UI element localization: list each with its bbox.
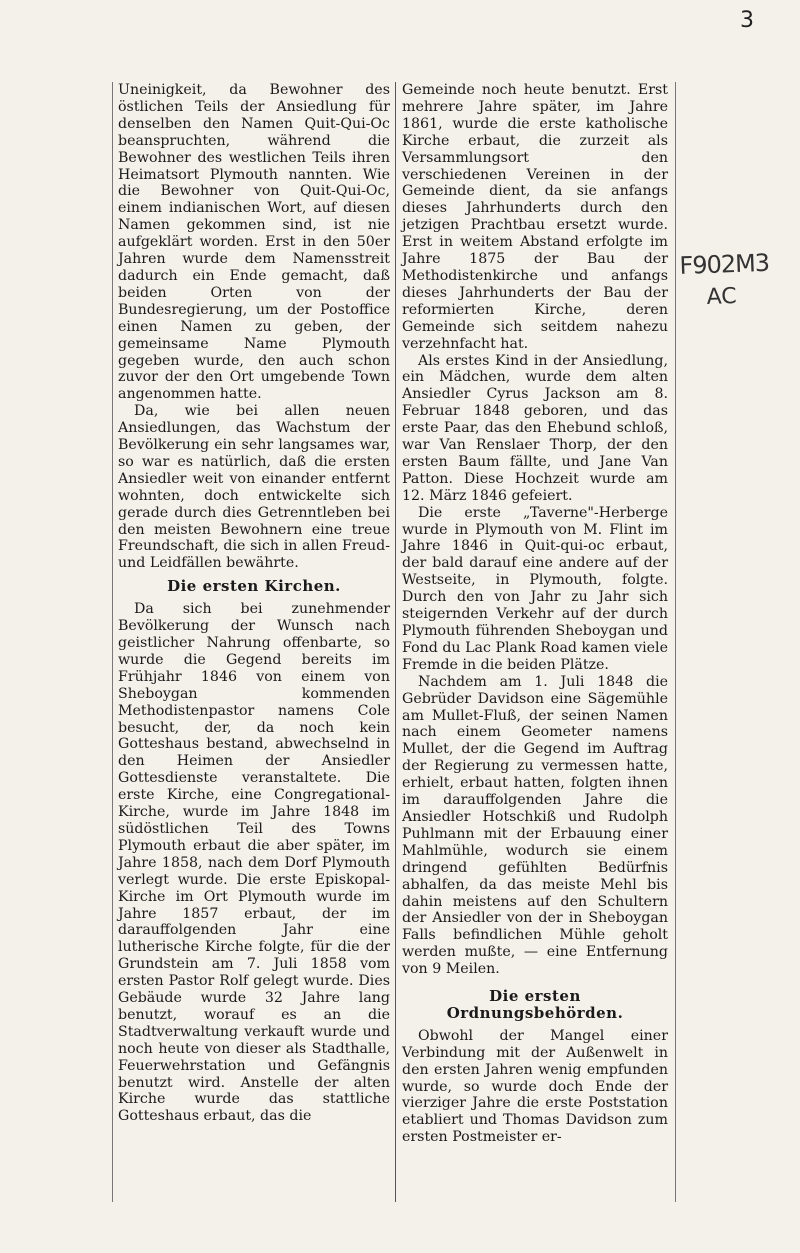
left-border-rule xyxy=(112,82,113,1202)
annotation-initials: AC xyxy=(706,283,738,310)
column-divider xyxy=(395,82,396,1202)
page-number: 3 xyxy=(740,8,754,33)
left-column xyxy=(118,82,390,1125)
paragraph: Da, wie bei allen neuen Ansiedlungen, das Wachstum der Bevölkerung ein sehr langsames war, so war es natürlich, daß die ersten Ansiedler weit von einander entfernt wohnten, doch entwickelte sich gerade durch dies Getrenntleben bei den meisten Bewohnern eine treue Freundschaft, die sich in allen Freud- und Leidfällen bewährte. xyxy=(118,403,390,572)
section-heading: Die ersten Kirchen. xyxy=(167,577,341,596)
handwritten-annotation xyxy=(679,248,791,311)
right-column xyxy=(402,82,668,1146)
section-heading: Die ersten Ordnungsbehörden. xyxy=(446,987,624,1022)
paragraph: Uneinigkeit, da Bewohner des östlichen Teils der Ansiedlung für denselben den Namen Quit-Qui-Oc beanspruchten, während die Bewohner des westlichen Teils ihren Heimatsort Plymouth nannten. Wie die Bewohner von Quit-Qui-Oc, einem indianischen Wort, auf diesen Namen gekommen sind, ist nie aufgeklärt worden. Erst in den 50er Jahren wurde dem Namensstreit dadurch ein Ende gemacht, daß beiden Orten von der Bundesregierung, um der Postoffice einen Namen zu geben, der gemeinsame Name Plymouth gegeben wurde, den auch schon zuvor der den Ort umgebende Town angenommen hatte. xyxy=(118,82,390,403)
paragraph: Als erstes Kind in der Ansiedlung, ein Mädchen, wurde dem alten Ansiedler Cyrus Jackson am 8. Februar 1848 geboren, und das erste Paar, das den Ehebund schloß, war Van Renslaer Thorp, der den ersten Baum fällte, und Jane Van Patton. Diese Hochzeit wurde am 12. März 1846 gefeiert. xyxy=(402,352,668,504)
paragraph: Die erste „Taverne"-Herberge wurde in Plymouth von M. Flint im Jahre 1846 in Quit-qui-oc erbaut, der bald darauf eine andere auf der Westseite, in Plymouth, folgte. Durch den von Jahr zu Jahr sich steigernden Verkehr auf der durch Plymouth führenden Sheboygan und Fond du Lac Plank Road kamen viele Fremde in die beiden Plätze. xyxy=(402,504,668,673)
right-border-rule xyxy=(675,82,676,1202)
paragraph: Da sich bei zunehmender Bevölkerung der Wunsch nach geistlicher Nahrung offenbarte, so wurde die Gegend bereits im Frühjahr 1846 von einem von Sheboygan kommenden Methodistenpastor namens Cole besucht, der, da noch kein Gotteshaus bestand, abwechselnd in den Heimen der Ansiedler Gottesdienste veranstaltete. Die erste Kirche, eine Congregational-Kirche, wurde im Jahre 1848 im südöstlichen Teil des Towns Plymouth erbaut die aber später, im Jahre 1858, nach dem Dorf Plymouth verlegt wurde. Die erste Episkopal-Kirche im Ort Plymouth wurde im Jahre 1857 erbaut, der im darauffolgenden Jahr eine lutherische Kirche folgte, für die der Grundstein am 7. Juli 1858 vom ersten Pastor Rolf gelegt wurde. Dies Gebäude wurde 32 Jahre lang benutzt, worauf es an die Stadtverwaltung verkauft wurde und noch heute von dieser als Stadthalle, Feuerwehrstation und Gefängnis benutzt wird. Anstelle der alten Kirche wurde das stattliche Gotteshaus erbaut, das die xyxy=(118,601,390,1125)
annotation-code: F902M3 xyxy=(679,248,770,280)
paragraph: Nachdem am 1. Juli 1848 die Gebrüder Davidson eine Sägemühle am Mullet-Fluß, der seinen Namen nach einem Geometer namens Mullet, der die Gegend im Auftrag der Regierung zu vermessen hatte, erhielt, erbaut hatten, folgten ihnen im darauffolgenden Jahre die Ansiedler Hotschkiß und Rudolph Puhlmann mit der Erbauung einer Mahlmühle, wodurch sie einem dringend gefühlten Bedürfnis abhalfen, da das meiste Mehl bis dahin meistens auf den Schultern der Ansiedler von der in Sheboygan Falls befindlichen Mühle geholt werden mußte, — eine Entfernung von 9 Meilen. xyxy=(402,673,668,978)
paragraph: Obwohl der Mangel einer Verbindung mit der Außenwelt in den ersten Jahren wenig empfunden wurde, so wurde doch Ende der vierziger Jahre die erste Poststation etabliert und Thomas Davidson zum ersten Postmeister er- xyxy=(402,1027,668,1146)
paragraph: Gemeinde noch heute benutzt. Erst mehrere Jahre später, im Jahre 1861, wurde die erste katholische Kirche erbaut, die zurzeit als Versammlungsort den verschiedenen Vereinen in der Gemeinde dient, da sie anfangs dieses Jahrhunderts durch den jetzigen Prachtbau ersetzt wurde. Erst in weitem Abstand erfolgte im Jahre 1875 der Bau der Methodistenkirche und anfangs dieses Jahrhunderts der Bau der reformierten Kirche, deren Gemeinde sich seitdem nahezu verzehnfacht hat. xyxy=(402,82,668,352)
